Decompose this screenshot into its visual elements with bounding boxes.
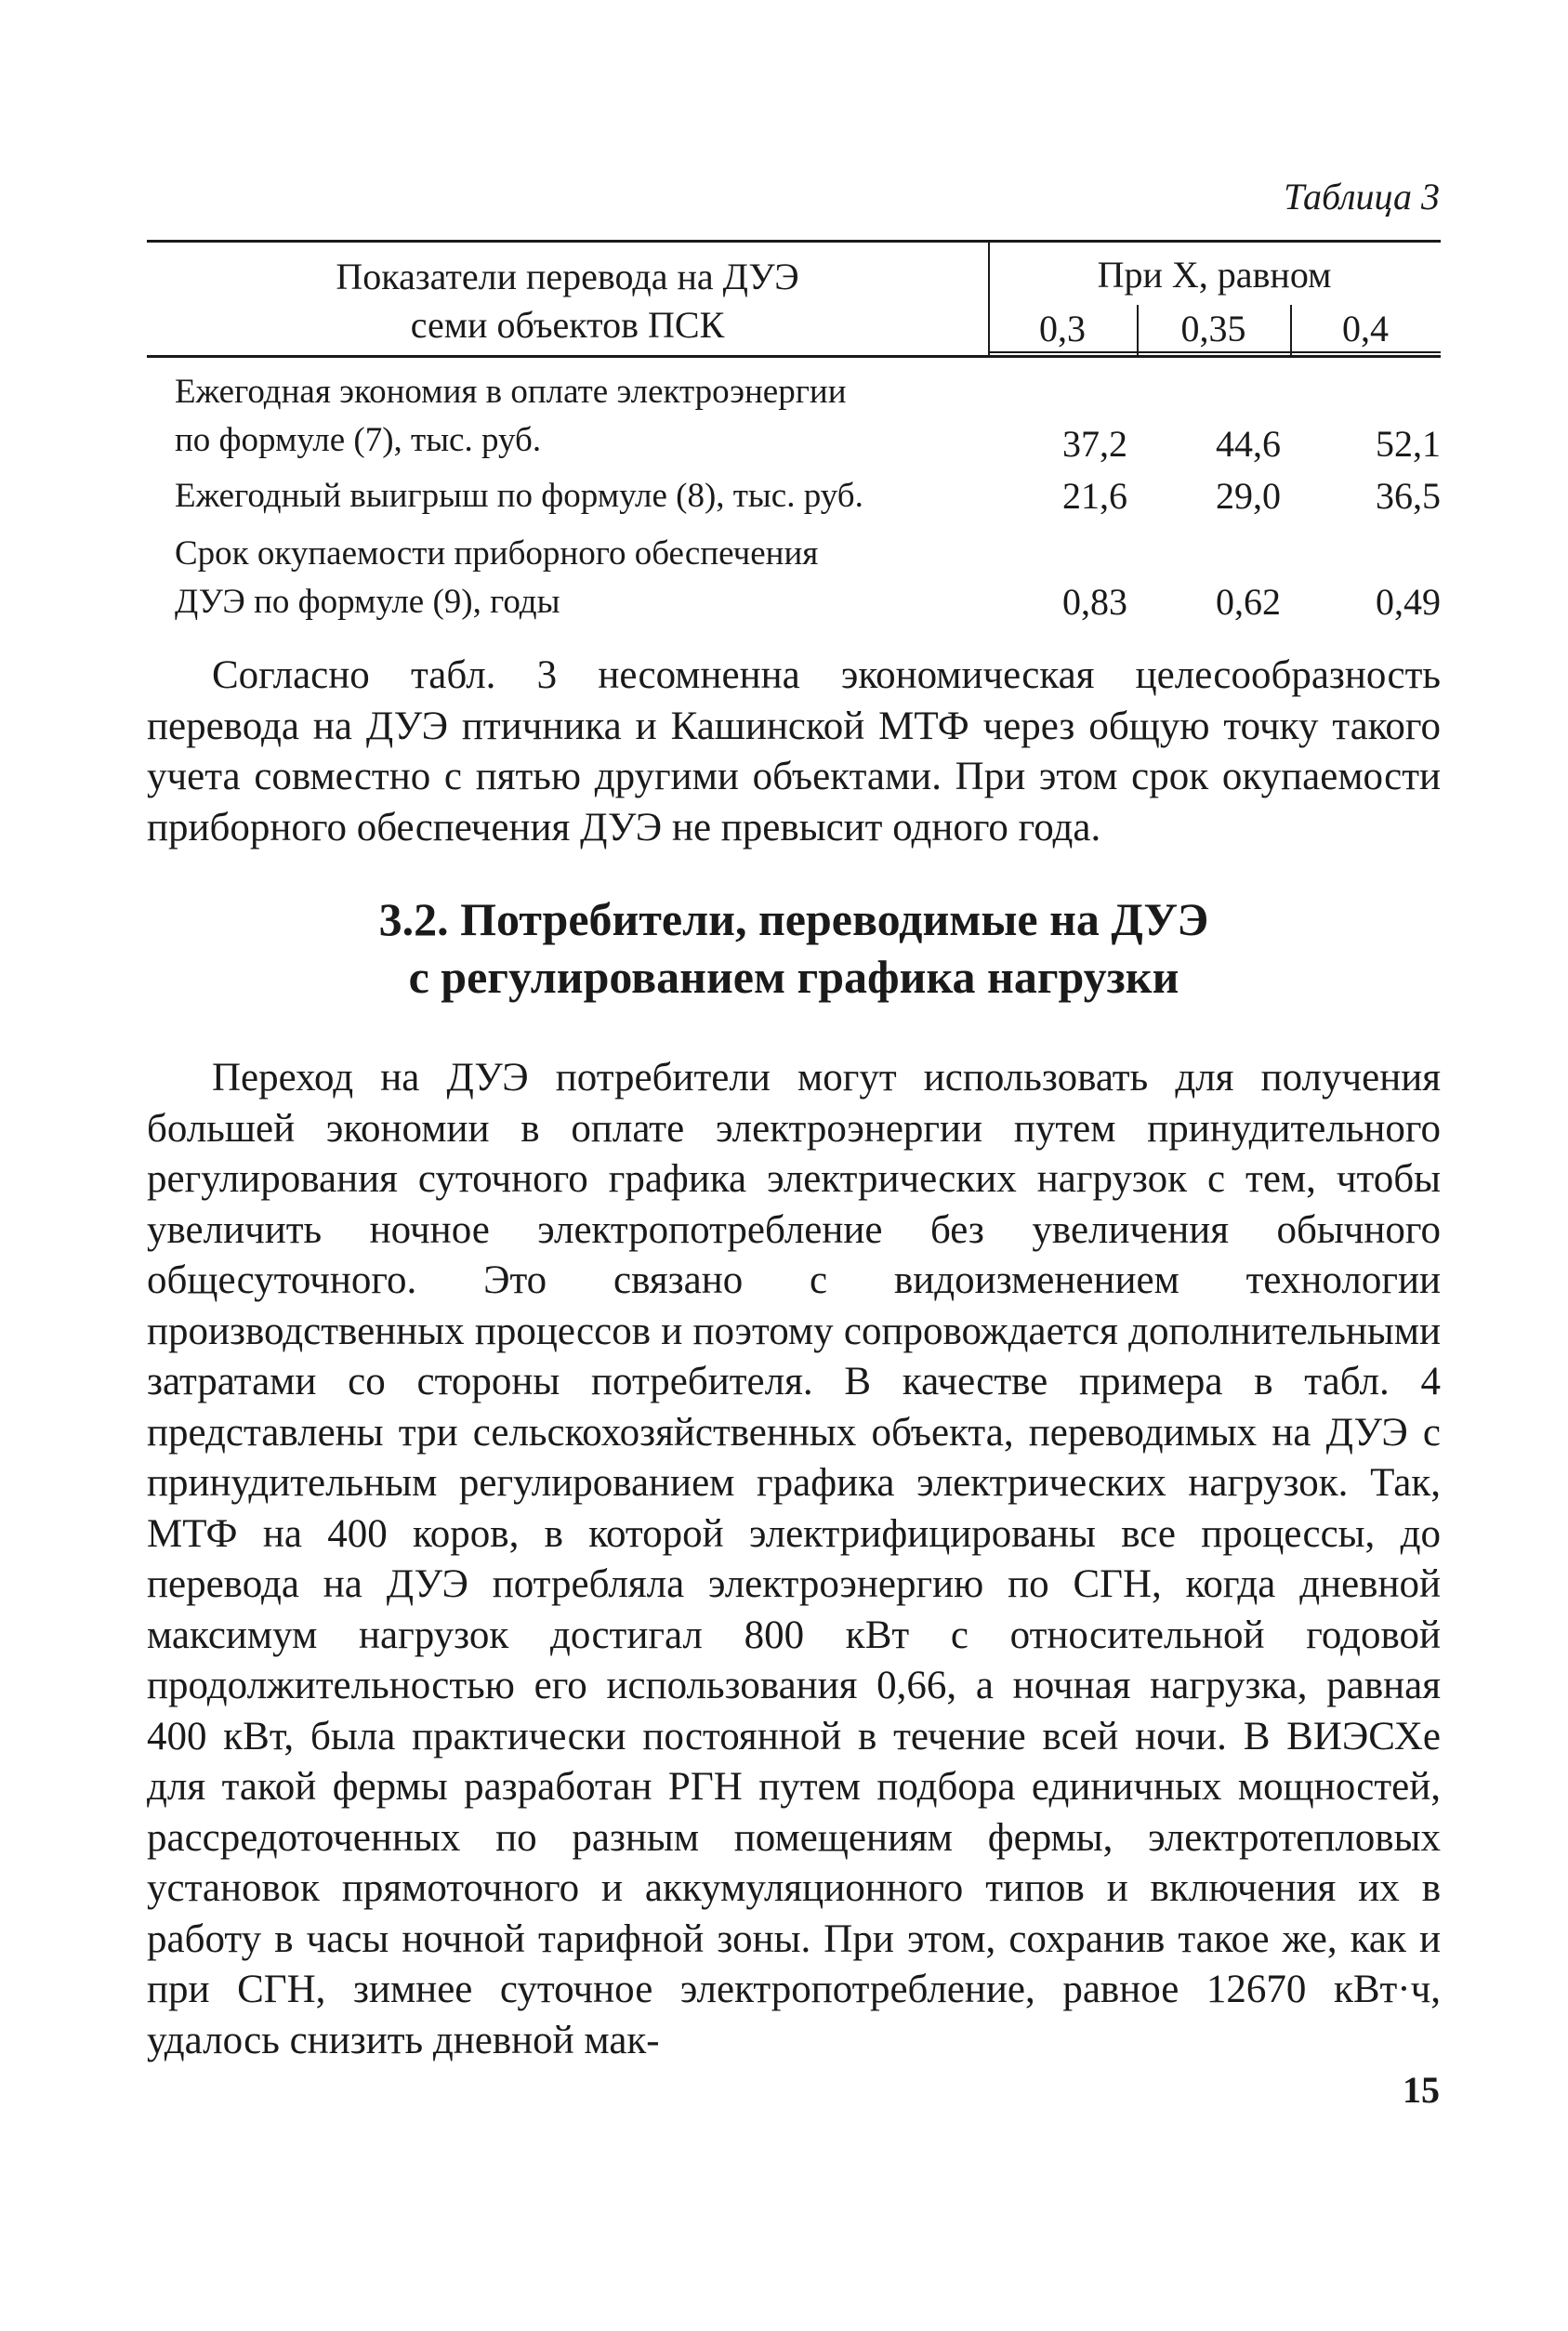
row-value: 36,5	[1376, 475, 1441, 517]
row-value: 44,6	[1216, 423, 1281, 465]
section-title-line: 3.2. Потребители, переводимые на ДУЭ	[378, 893, 1209, 945]
table-header-x-value: 0,4	[1342, 308, 1389, 349]
row-value: 21,6	[1062, 475, 1127, 517]
section-heading	[147, 890, 1441, 1006]
table-caption: Таблица 3	[1284, 176, 1440, 217]
row-label	[175, 472, 983, 520]
table-header-bottom-rule	[147, 355, 1441, 358]
row-value: 52,1	[1376, 423, 1441, 465]
row-label-line: Срок окупаемости приборного обеспечения	[175, 534, 819, 573]
table-row	[147, 368, 1441, 465]
table-header-group: При X, равном	[1097, 254, 1332, 296]
table-row	[147, 530, 1441, 626]
paragraph-text: Согласно табл. 3 несомненна экономическая целесообразность перевода на ДУЭ птичника и Кашинской МТФ через общую точку такого учета совместно с пятью другими объектами. При этом срок окупаемости приборного обеспечения ДУЭ не превысит одного года.	[147, 653, 1441, 849]
paragraph	[147, 651, 1441, 853]
header-line: Показатели перевода на ДУЭ	[336, 256, 799, 297]
row-label	[175, 368, 983, 465]
row-value: 29,0	[1216, 475, 1281, 517]
page-number: 15	[1403, 2069, 1440, 2111]
row-label	[175, 530, 983, 626]
row-label-line: Ежегодная экономия в оплате электроэнергии	[175, 373, 847, 411]
row-label-line: Ежегодный выигрыш по формуле (8), тыс. руб.	[175, 477, 863, 515]
data-table	[147, 240, 1441, 630]
table-row	[147, 472, 1441, 520]
table-top-rule	[147, 240, 1441, 243]
header-line: семи объектов ПСК	[410, 304, 725, 346]
paragraph-text: Переход на ДУЭ потребители могут использовать для получения большей экономии в оплате электроэнергии путем принудительного регулирования суточного графика электрических нагрузок с тем, чтобы увеличить ночное электропотребление без увеличения обычного общесуточного. Это связано с видоизменением технологии производственных процессов и поэтому сопровождается дополнительными затратами со стороны потребителя. В качестве примера в табл. 4 представлены три сельскохозяйственных объекта, переводимых на ДУЭ с принудительным регулированием графика электрических нагрузок. Так, МТФ на 400 коров, в которой электрифицированы все процессы, до перевода на ДУЭ потребляла электроэнергию по СГН, когда дневной максимум нагрузок достигал 800 кВт с относительной годовой продолжительностью его использования 0,66, а ночная нагрузка, равная 400 кВт, была практически постоянной в течение всей ночи. В ВИЭСХе для такой фермы разработан РГН путем подбора единичных мощностей, рассредоточенных по разным помещениям фермы, электротепловых установок прямоточного и аккумуляционного типов и включения их в работу в часы ночной тарифной зоны. При этом, сохранив такое же, как и при СГН, зимнее суточное электропотребление, равное 12670 кВт·ч, удалось снизить дневной мак-	[147, 1056, 1441, 2062]
table-header-x-value: 0,3	[1039, 308, 1086, 349]
table-header-x-value: 0,35	[1180, 308, 1246, 349]
row-label-line: по формуле (7), тыс. руб.	[175, 421, 542, 459]
row-value: 0,83	[1062, 581, 1127, 623]
section-title-line: с регулированием графика нагрузки	[408, 951, 1179, 1003]
row-value: 37,2	[1062, 423, 1127, 465]
row-value: 0,62	[1216, 581, 1281, 623]
table-header-indicators	[147, 253, 988, 349]
row-label-line: ДУЭ по формуле (9), годы	[175, 583, 560, 621]
paragraph	[147, 1053, 1441, 2066]
row-value: 0,49	[1376, 581, 1441, 623]
